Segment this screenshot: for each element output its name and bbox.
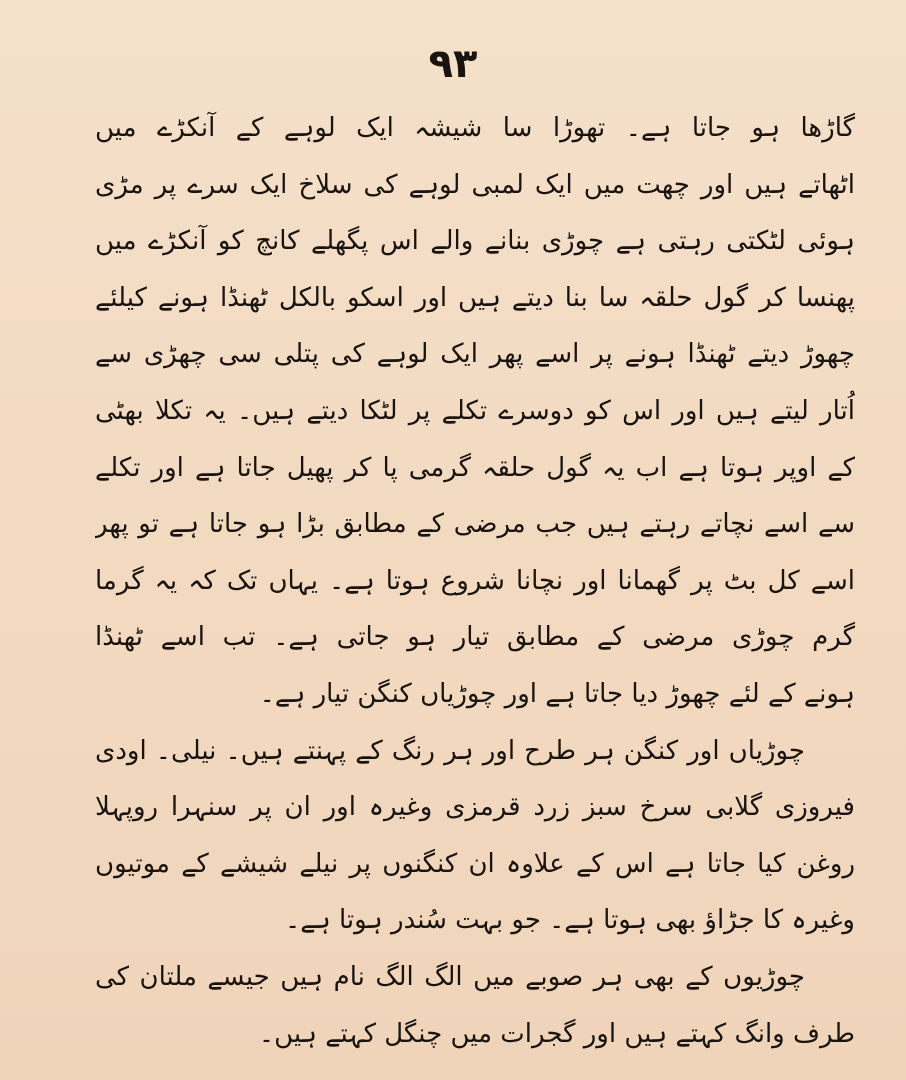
text-line: اٹھاتے ہیں اور چھت میں ایک لمبی لوہے کی سلاخ ایک سرے پر مڑی [95,169,855,200]
text-line: روغن کیا جاتا ہے اس کے علاوہ ان کنگنوں پر نیلے شیشے کے موتیوں [95,848,855,879]
text-line: فیروزی گلابی سرخ سبز زرد قرمزی وغیرہ اور ان پر سنہرا روپہلا [95,792,855,823]
text-line: ہوئی لٹکتی رہتی ہے چوڑی بنانے والے اس پگھلے کانچ کو آنکڑے میں [95,226,855,257]
text-line: اسے کل بٹ پر گھمانا اور نچانا شروع ہوتا ہے۔ یہاں تک کہ یہ گرما [95,565,855,596]
text-line: کے اوپر ہوتا ہے اب یہ گول حلقہ گرمی پا کر پھیل جاتا ہے اور تکلے [95,452,855,483]
text-line: گرم چوڑی مرضی کے مطابق تیار ہو جاتی ہے۔ تب اسے ٹھنڈا [95,622,855,653]
text-line: اُتار لیتے ہیں اور اس کو دوسرے تکلے پر لٹکا دیتے ہیں۔ یہ تکلا بھٹی [95,395,855,426]
text-line: چھوڑ دیتے ٹھنڈا ہونے پر اسے پھر ایک لوہے کی پتلی سی چھڑی سے [95,339,855,370]
page-number: ۹۳ [428,41,478,87]
text-line: پھنسا کر گول حلقہ سا بنا دیتے ہیں اور اسکو بالکل ٹھنڈا ہونے کیلئے [95,282,855,313]
text-line: گاڑھا ہو جاتا ہے۔ تھوڑا سا شیشہ ایک لوہے کے آنکڑے میں [95,113,855,143]
text-line: چوڑیاں اور کنگن ہر طرح اور ہر رنگ کے پہنتے ہیں۔ نیلی۔ اودی [95,735,805,766]
text-line: ہونے کے لئے چھوڑ دیا جاتا ہے اور چوڑیاں کنگن تیار ہے۔ [259,678,855,709]
text-line: وغیرہ کا جڑاؤ بھی ہوتا ہے۔ جو بہت سُندر ہوتا ہے۔ [284,905,855,936]
body-text [95,100,855,1062]
text-line: سے اسے نچاتے رہتے ہیں جب مرضی کے مطابق بڑا ہو جاتا ہے تو پھر [95,509,855,540]
text-line: چوڑیوں کے بھی ہر صوبے میں الگ الگ نام ہیں جیسے ملتان کی [95,961,805,992]
text-line: طرف وانگ کہتے ہیں اور گجرات میں چنگل کہتے ہیں۔ [258,1018,855,1049]
